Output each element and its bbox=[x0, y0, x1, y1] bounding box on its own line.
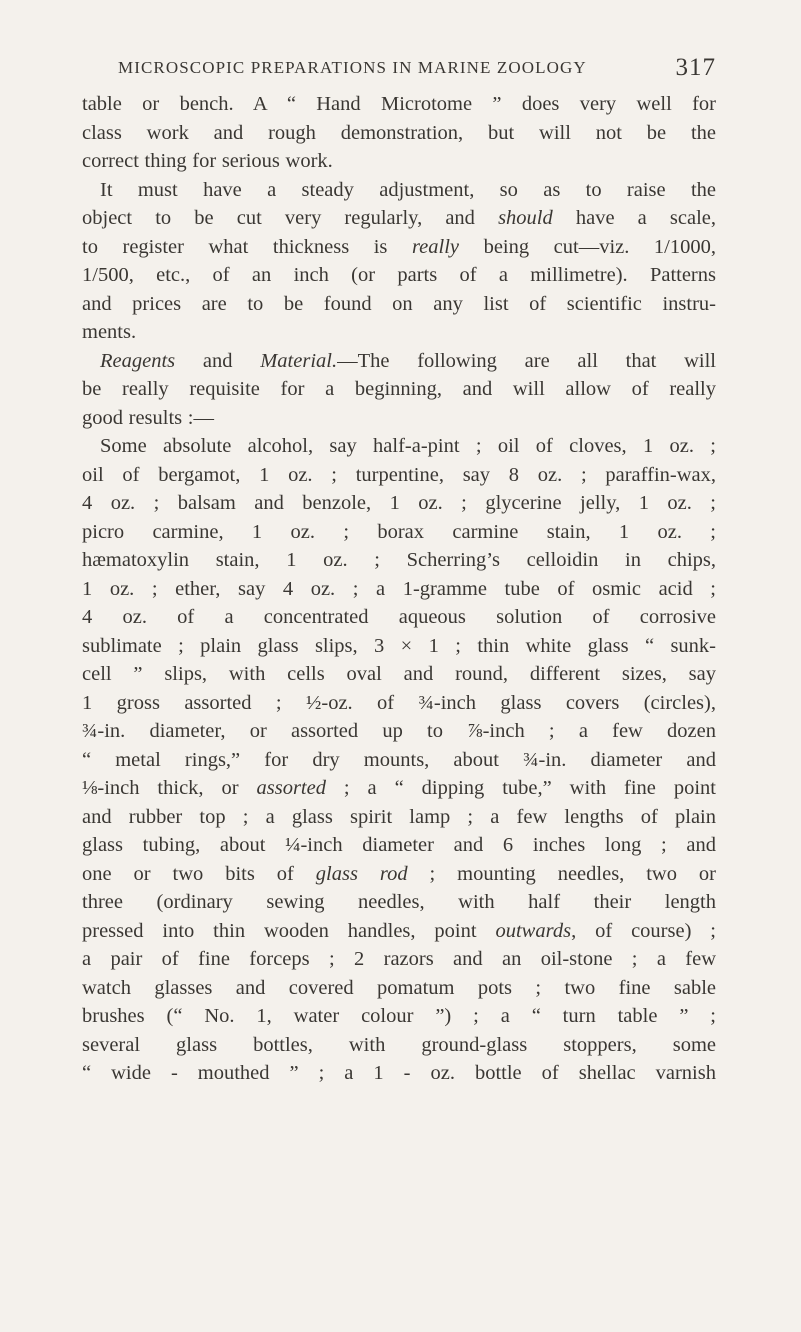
text-segment: ments. bbox=[82, 321, 137, 343]
text-line bbox=[82, 489, 716, 518]
text-line bbox=[82, 318, 716, 347]
text-segment: ; a “ dipping tube,” with fine point bbox=[325, 777, 716, 799]
italic-text: really bbox=[411, 235, 460, 258]
text-segment: and rubber top ; a glass spirit lamp ; a few lengths of plain bbox=[82, 805, 716, 828]
text-segment: table or bench. A “ Hand Microtome ” does very well for bbox=[82, 93, 716, 115]
text-line bbox=[82, 461, 716, 490]
text-segment: , of course) ; bbox=[571, 919, 716, 942]
text-line bbox=[82, 261, 716, 290]
text-segment: picro carmine, 1 oz. ; borax carmine stain, 1 oz. ; bbox=[82, 520, 716, 543]
text-line bbox=[82, 803, 716, 832]
page-number: 317 bbox=[675, 54, 716, 81]
text-line bbox=[82, 917, 716, 946]
text-segment: to register what thickness is bbox=[82, 235, 412, 258]
text-line bbox=[82, 404, 716, 433]
text-line bbox=[82, 347, 716, 376]
text-segment: Some absolute alcohol, say half-a-pint ; oil of cloves, 1 oz. ; bbox=[100, 435, 716, 457]
text-segment: “ metal rings,” for dry mounts, about ¾-in. diameter and bbox=[82, 748, 716, 771]
text-line bbox=[82, 974, 716, 1003]
text-segment: brushes (“ No. 1, water colour ”) ; a “ turn table ” ; bbox=[82, 1005, 716, 1027]
italic-text: Reagents bbox=[100, 349, 176, 372]
text-line bbox=[82, 717, 716, 746]
text-segment: correct thing for serious work. bbox=[82, 150, 333, 172]
body-text bbox=[82, 90, 716, 1088]
text-segment: watch glasses and covered pomatum pots ; two fine sable bbox=[82, 976, 716, 999]
text-line bbox=[82, 375, 716, 404]
text-line bbox=[82, 176, 716, 205]
text-segment: cell ” slips, with cells oval and round, different sizes, say bbox=[82, 663, 716, 685]
text-line bbox=[82, 1031, 716, 1060]
text-line bbox=[82, 204, 716, 233]
text-segment: a pair of fine forceps ; 2 razors and an oil-stone ; a few bbox=[82, 948, 716, 970]
text-line bbox=[82, 575, 716, 604]
italic-text: glass rod bbox=[315, 862, 408, 885]
text-segment: good results :— bbox=[82, 406, 214, 429]
text-line bbox=[82, 632, 716, 661]
italic-text: assorted bbox=[256, 777, 326, 799]
text-segment: hæmatoxylin stain, 1 oz. ; Scherring’s celloidin in chips, bbox=[82, 549, 716, 571]
italic-text: Material. bbox=[260, 349, 338, 372]
text-segment: class work and rough demonstration, but will not be the bbox=[82, 121, 716, 144]
text-segment: have a scale, bbox=[552, 207, 716, 229]
text-line bbox=[82, 233, 716, 262]
text-segment: 1 gross assorted ; ½-oz. of ¾-inch glass covers (circles), bbox=[82, 691, 716, 714]
text-segment: three (ordinary sewing needles, with half their length bbox=[82, 891, 716, 913]
text-segment: and prices are to be found on any list of scientific instru- bbox=[82, 292, 716, 315]
text-segment: ⅛-inch thick, or bbox=[82, 777, 257, 799]
text-line bbox=[82, 860, 716, 889]
text-segment: oil of bergamot, 1 oz. ; turpentine, say 8 oz. ; paraffin-wax, bbox=[82, 463, 716, 486]
italic-text: outwards bbox=[495, 919, 572, 942]
text-segment: glass tubing, about ¼-inch diameter and 6 inches long ; and bbox=[82, 834, 716, 856]
text-segment: one or two bits of bbox=[82, 862, 316, 885]
text-line bbox=[82, 689, 716, 718]
text-line bbox=[82, 90, 716, 119]
text-segment: 1/500, etc., of an inch (or parts of a millimetre). Patterns bbox=[82, 264, 716, 286]
text-segment: 4 oz. ; balsam and benzole, 1 oz. ; glycerine jelly, 1 oz. ; bbox=[82, 492, 716, 514]
text-line bbox=[82, 432, 716, 461]
text-segment: being cut—viz. 1/1000, bbox=[459, 235, 716, 258]
text-line bbox=[82, 119, 716, 148]
text-line bbox=[82, 888, 716, 917]
text-segment: ; mounting needles, two or bbox=[407, 862, 716, 885]
text-line bbox=[82, 1059, 716, 1088]
text-segment: “ wide - mouthed ” ; a 1 - oz. bottle of shellac varnish bbox=[82, 1062, 716, 1084]
text-line bbox=[82, 945, 716, 974]
text-segment: be really requisite for a beginning, and will allow of really bbox=[82, 378, 716, 400]
text-line bbox=[82, 546, 716, 575]
text-line bbox=[82, 518, 716, 547]
text-line bbox=[82, 290, 716, 319]
text-segment: several glass bottles, with ground-glass stoppers, some bbox=[82, 1033, 716, 1056]
text-line bbox=[82, 1002, 716, 1031]
text-segment: sublimate ; plain glass slips, 3 × 1 ; thin white glass “ sunk- bbox=[82, 634, 716, 657]
text-segment: ¾-in. diameter, or assorted up to ⅞-inch ; a few dozen bbox=[82, 720, 716, 742]
text-line bbox=[82, 603, 716, 632]
page-header bbox=[118, 54, 716, 84]
text-line bbox=[82, 746, 716, 775]
text-segment: —The following are all that will bbox=[337, 349, 717, 372]
text-line bbox=[82, 660, 716, 689]
text-segment: pressed into thin wooden handles, point bbox=[82, 919, 496, 942]
text-line bbox=[82, 147, 716, 176]
italic-text: should bbox=[498, 207, 553, 229]
text-line bbox=[82, 831, 716, 860]
text-segment: It must have a steady adjustment, so as to raise the bbox=[100, 178, 716, 201]
text-segment: and bbox=[175, 349, 261, 372]
running-head: MICROSCOPIC PREPARATIONS IN MARINE ZOOLOGY bbox=[118, 58, 587, 77]
text-line bbox=[82, 774, 716, 803]
text-segment: 4 oz. of a concentrated aqueous solution of corrosive bbox=[82, 606, 716, 628]
text-segment: object to be cut very regularly, and bbox=[82, 207, 499, 229]
text-segment: 1 oz. ; ether, say 4 oz. ; a 1-gramme tube of osmic acid ; bbox=[82, 577, 716, 600]
